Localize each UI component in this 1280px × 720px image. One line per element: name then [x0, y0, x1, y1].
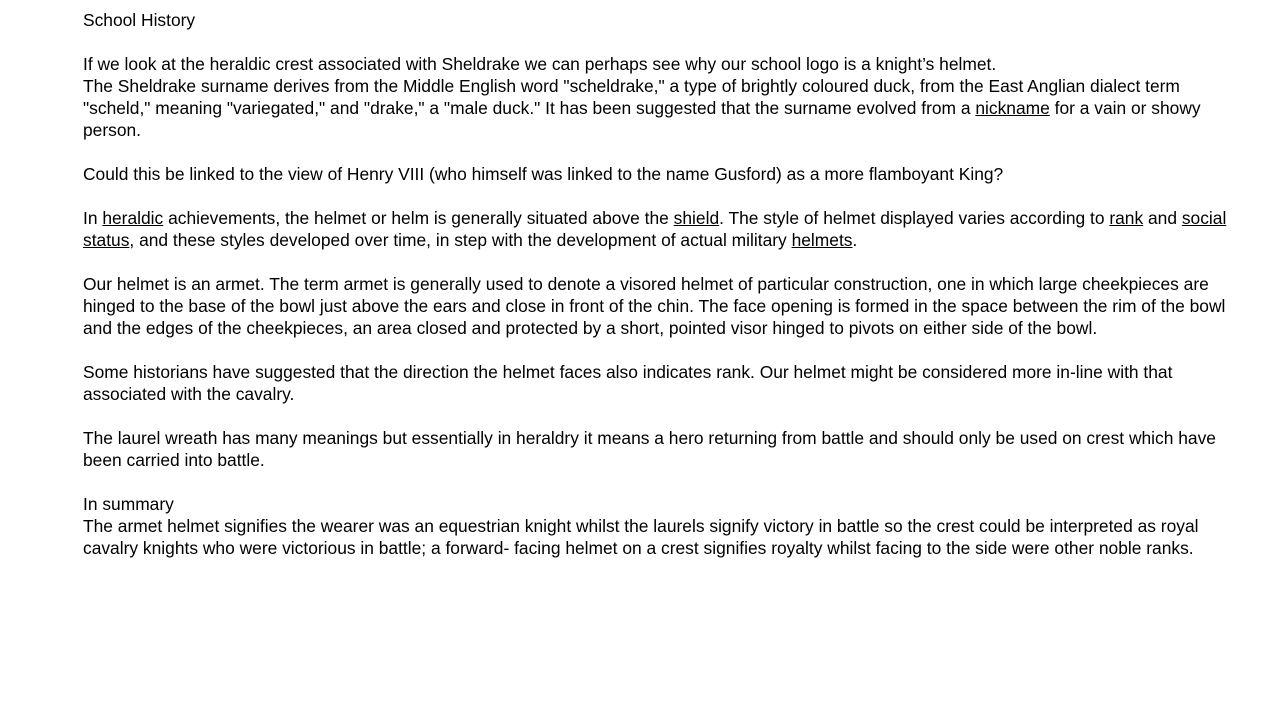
spacer	[83, 31, 1233, 53]
helmets-link[interactable]: helmets	[791, 230, 853, 250]
shield-link[interactable]: shield	[673, 208, 720, 228]
spacer	[83, 339, 1233, 361]
spacer	[83, 405, 1233, 427]
laurel-paragraph: The laurel wreath has many meanings but essentially in heraldry it means a hero returning from battle and should only be used on crest which have been carried into battle.	[83, 428, 1216, 470]
social-status-link[interactable]: social status	[83, 208, 1227, 250]
armet-paragraph: Our helmet is an armet. The term armet is generally used to denote a visored helmet of particular construction, one in which large cheekpieces are hinged to the base of the bowl just above the ears and close in front of the chin. The face opening is formed in the space between the rim of the bowl and the edges of the cheekpieces, an area closed and protected by a short, pointed visor hinged to pivots on either side of the bowl.	[83, 274, 1226, 338]
heraldic-text-2: achievements, the helmet or helm is generally situated above the	[163, 208, 674, 228]
heraldic-text-1: In	[83, 208, 103, 228]
heraldic-link[interactable]: heraldic	[102, 208, 164, 228]
spacer	[83, 471, 1233, 493]
heraldic-text-6: .	[852, 230, 858, 250]
surname-text-end: for a vain or showy person.	[83, 98, 1201, 140]
page-title: School History	[83, 10, 196, 30]
heraldic-text-4: and	[1143, 208, 1182, 228]
henry-viii-paragraph: Could this be linked to the view of Henry VIII (who himself was linked to the name Gusford) as a more flamboyant King?	[83, 164, 1004, 184]
spacer	[83, 141, 1233, 163]
surname-paragraph	[83, 75, 1233, 141]
crest-intro-line: If we look at the heraldic crest associated with Sheldrake we can perhaps see why our school logo is a knight’s helmet.	[83, 54, 997, 74]
summary-paragraph: The armet helmet signifies the wearer was an equestrian knight whilst the laurels signify victory in battle so the crest could be interpreted as royal cavalry knights who were victorious in battle; a forward- facing helmet on a crest signifies royalty whilst facing to the side were other noble ranks.	[83, 516, 1199, 558]
summary-heading: In summary	[83, 494, 174, 514]
nickname-link[interactable]: nickname	[975, 98, 1050, 118]
surname-text-start: The Sheldrake surname derives from the Middle English word "scheldrake," a type of brightly coloured duck, from the East Anglian dialect term "scheld," meaning "variegated," and "drake," a "male duck." It has been suggested that the surname evolved from a	[83, 76, 1180, 118]
heraldic-text-3: . The style of helmet displayed varies according to	[719, 208, 1110, 228]
heraldic-text-5: , and these styles developed over time, in step with the development of actual military	[129, 230, 792, 250]
rank-link[interactable]: rank	[1109, 208, 1144, 228]
spacer	[83, 251, 1233, 273]
spacer	[83, 185, 1233, 207]
direction-paragraph: Some historians have suggested that the direction the helmet faces also indicates rank. Our helmet might be considered more in-line with that associated with the cavalry.	[83, 362, 1173, 404]
slide-content	[83, 9, 1233, 559]
heraldic-paragraph	[83, 207, 1233, 251]
